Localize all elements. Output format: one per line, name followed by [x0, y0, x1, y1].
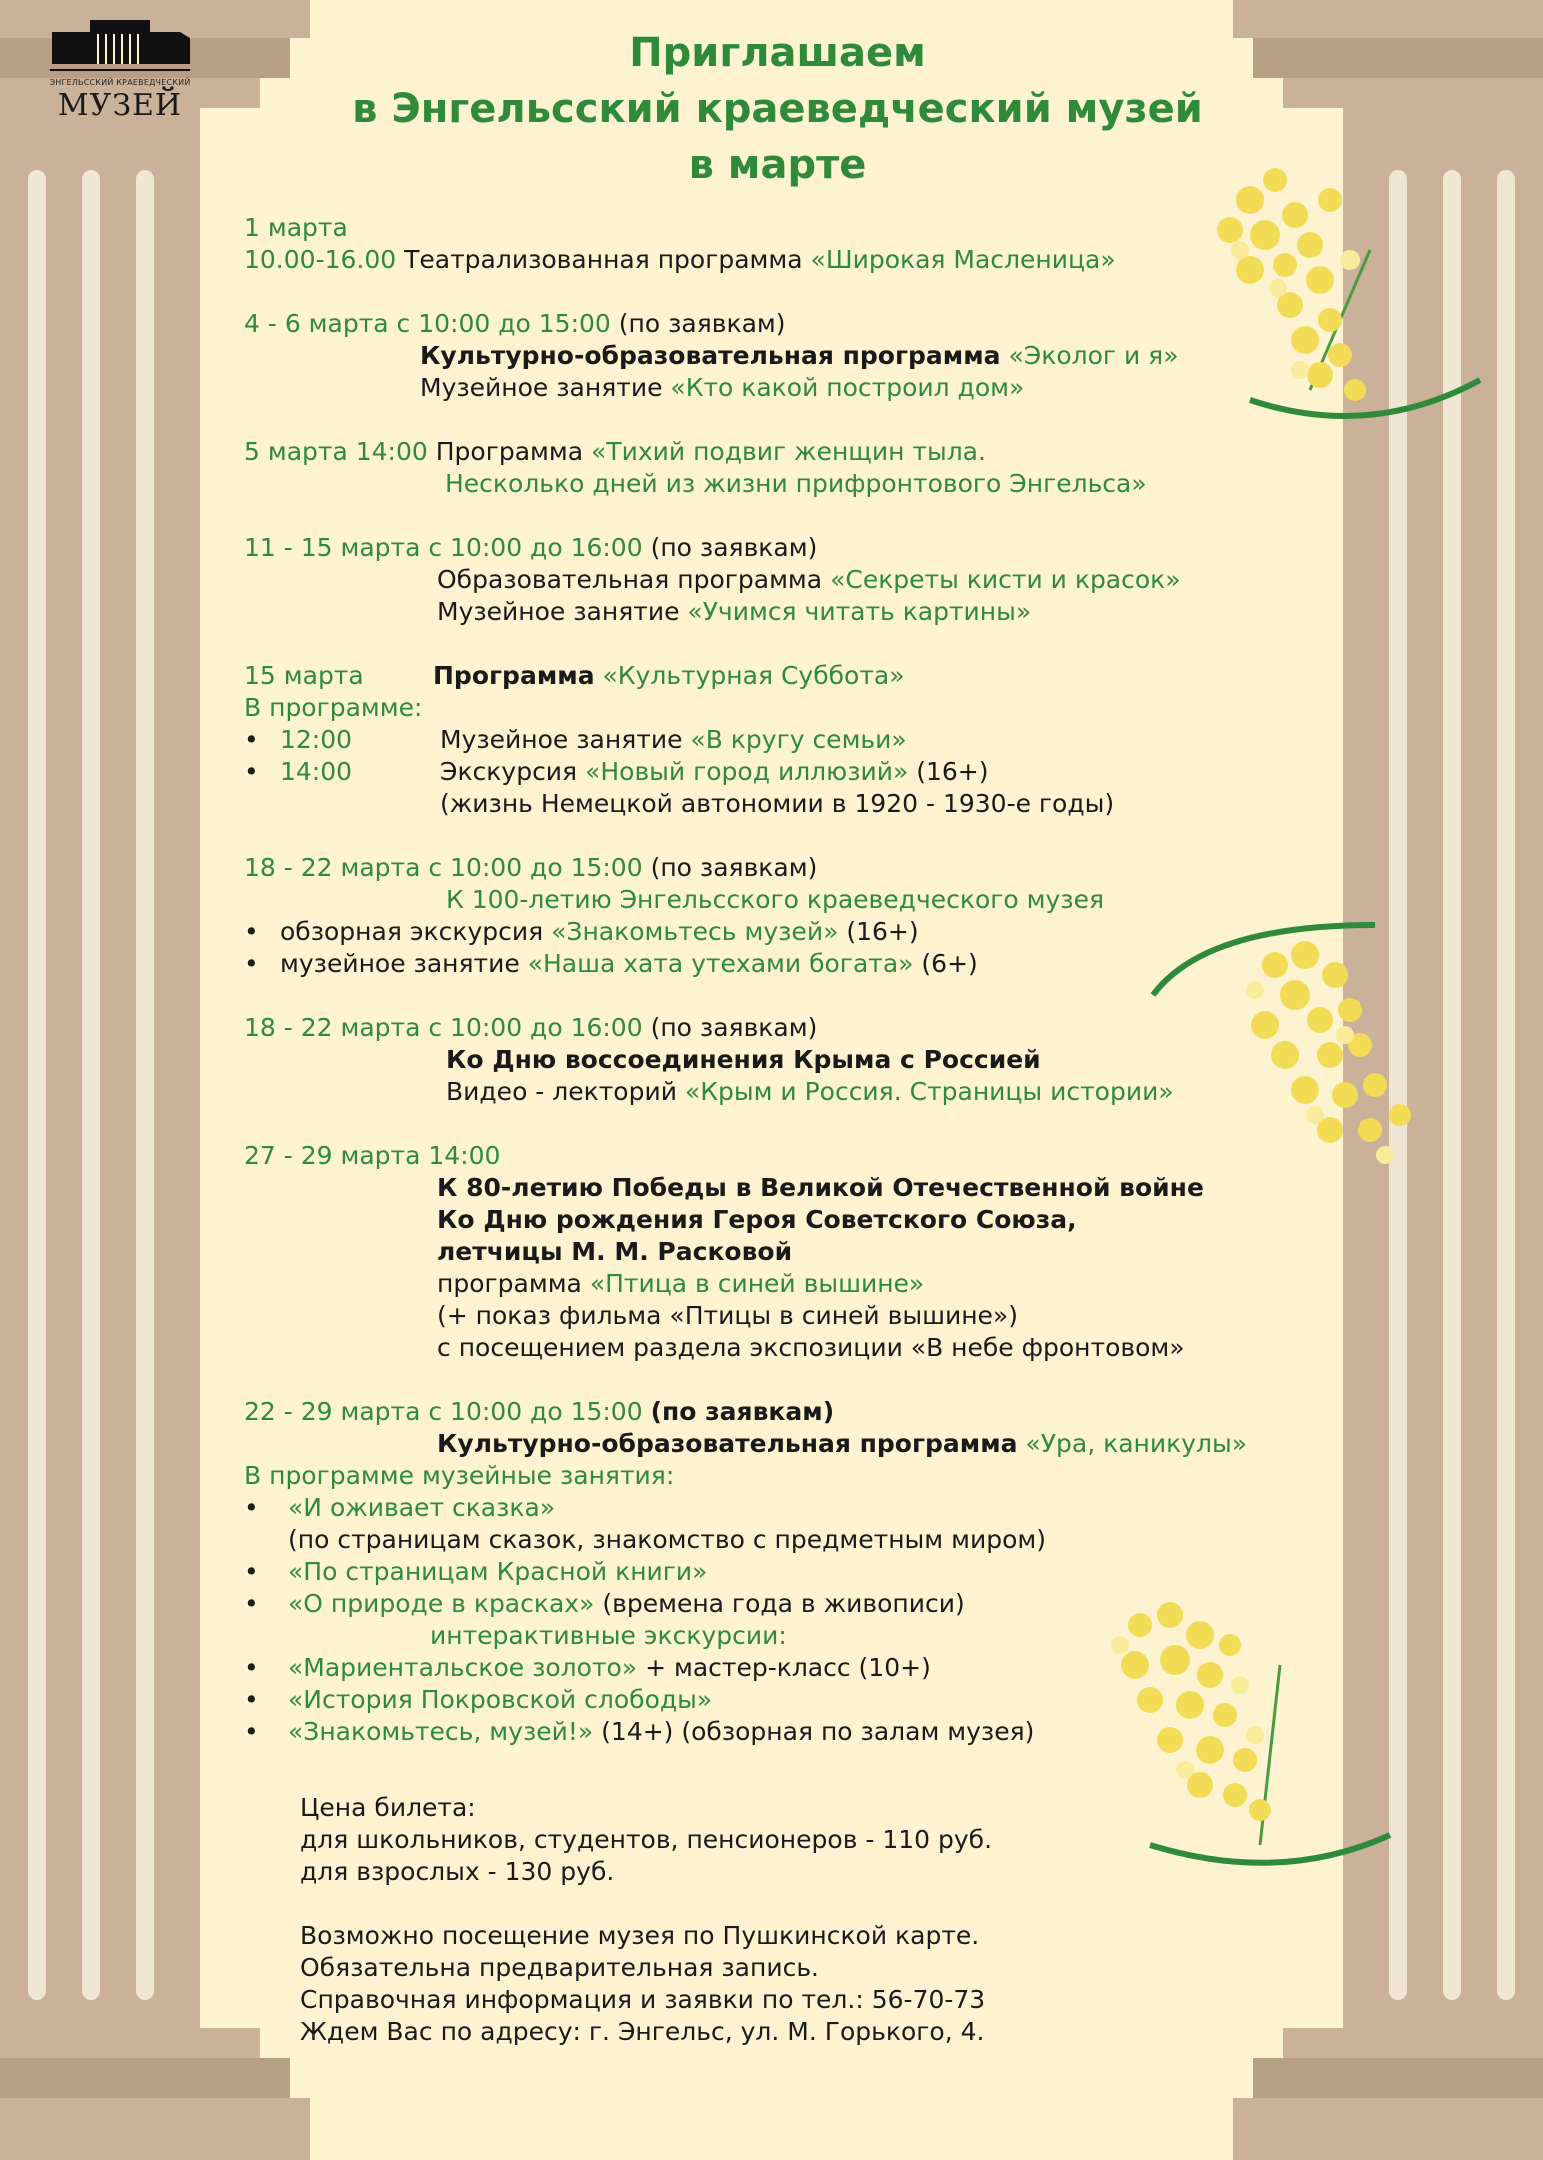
- bullet: •: [244, 1493, 259, 1522]
- event-kind: Программа: [435, 437, 584, 466]
- item-note: (времена года в живописи): [602, 1589, 965, 1618]
- event-9-tour-3: [244, 1716, 1294, 1748]
- title-line-3: в марте: [688, 142, 867, 188]
- item-note: (14+) (обзорная по залам музея): [601, 1717, 1035, 1746]
- bullet: •: [244, 949, 259, 978]
- logo-wordmark: МУЗЕЙ: [57, 88, 183, 123]
- event-5-item-2-note: [244, 788, 1294, 820]
- price-adults: для взрослых - 130 руб.: [300, 1857, 615, 1886]
- event-8-line-2: [244, 1332, 1294, 1364]
- event-name: «Культурная Суббота»: [602, 661, 905, 690]
- bullet: •: [244, 757, 259, 786]
- bullet: •: [244, 725, 259, 754]
- event-note: (по заявкам): [618, 309, 786, 338]
- event-kind: программа: [437, 1269, 582, 1298]
- bullet: •: [244, 1557, 259, 1586]
- phone-line: [300, 1984, 1294, 2016]
- pushkin-card: Пушкинской карте.: [722, 1921, 980, 1950]
- event-kind: Музейное занятие: [420, 373, 663, 402]
- event-8-heading-3: [244, 1236, 1294, 1268]
- info-text: Возможно посещение музея по: [300, 1921, 715, 1950]
- event-note: (по заявкам): [650, 533, 818, 562]
- address-line: Ждем Вас по адресу: г. Энгельс, ул. М. Горького, 4.: [300, 2017, 985, 2046]
- logo-caption: ЭНГЕЛЬССКИЙ КРАЕВЕДЧЕСКИЙ: [49, 78, 191, 87]
- event-time: 10.00-16.00: [244, 245, 397, 274]
- item-note: + мастер-класс (10+): [645, 1653, 931, 1682]
- bullet: •: [244, 1685, 259, 1714]
- event-9-program-label: [244, 1460, 1294, 1492]
- event-4-program-1: [244, 564, 1294, 596]
- interactive-label: интерактивные экскурсии:: [430, 1621, 787, 1650]
- item-time: 14:00: [280, 757, 353, 786]
- info-text: Справочная информация и заявки по тел.:: [300, 1985, 864, 2014]
- item-name: «История Покровской слободы»: [288, 1685, 713, 1714]
- event-3-date: [244, 436, 1294, 468]
- item-age: (16+): [846, 917, 919, 946]
- event-9-tour-2: [244, 1684, 1294, 1716]
- item-name: «Знакомьтесь музей»: [551, 917, 839, 946]
- event-8-heading-2: [244, 1204, 1294, 1236]
- event-heading: Ко Дню рождения Героя Советского Союза,: [437, 1205, 1077, 1234]
- event-8-program: [244, 1268, 1294, 1300]
- item-kind: Экскурсия: [440, 757, 578, 786]
- event-name: «Тихий подвиг женщин тыла.: [591, 437, 986, 466]
- price-students: для школьников, студентов, пенсионеров - 110 руб.: [300, 1825, 993, 1854]
- event-2-program-1: [244, 340, 1294, 372]
- event-kind: Театрализованная программа: [404, 245, 803, 274]
- event-name: «Крым и Россия. Страницы истории»: [684, 1077, 1174, 1106]
- page-title: [300, 25, 1255, 193]
- event-6-item-1: [244, 916, 1294, 948]
- event-9-tour-1: [244, 1652, 1294, 1684]
- events-list: [244, 212, 1294, 2048]
- event-9-interactive-label: [244, 1620, 1294, 1652]
- event-5-item-1: [244, 724, 1294, 756]
- event-1-date: [244, 212, 1294, 244]
- event-7-heading: [244, 1044, 1294, 1076]
- event-7-date: [244, 1012, 1294, 1044]
- event-4-date: [244, 532, 1294, 564]
- item-age: (16+): [916, 757, 989, 786]
- event-kind: Видео - лекторий: [446, 1077, 677, 1106]
- event-kind: Образовательная программа: [437, 565, 823, 594]
- event-note: (по заявкам): [650, 1397, 835, 1426]
- event-6-item-2: [244, 948, 1294, 980]
- item-note: (жизнь Немецкой автономии в 1920 - 1930-е годы): [440, 789, 1115, 818]
- event-name: «Птица в синей вышине»: [589, 1269, 925, 1298]
- event-9-item-1: [244, 1492, 1294, 1524]
- item-name: «Наша хата утехами богата»: [527, 949, 914, 978]
- event-kind: Культурно-образовательная программа: [420, 341, 1001, 370]
- event-date: 18 - 22 марта с 10:00 до 16:00: [244, 1013, 643, 1042]
- event-9-program: [244, 1428, 1294, 1460]
- event-7-program: [244, 1076, 1294, 1108]
- bullet: •: [244, 1717, 259, 1746]
- event-name: «Эколог и я»: [1008, 341, 1179, 370]
- item-time: 12:00: [280, 725, 353, 754]
- event-8-heading-1: [244, 1172, 1294, 1204]
- event-detail: (+ показ фильма «Птицы в синей вышине»): [437, 1301, 1018, 1330]
- event-9-item-3: [244, 1588, 1294, 1620]
- event-name: «Секреты кисти и красок»: [830, 565, 1181, 594]
- event-kind: Культурно-образовательная программа: [437, 1429, 1018, 1458]
- bullet: •: [244, 1653, 259, 1682]
- item-name: «Новый город иллюзий»: [585, 757, 909, 786]
- item-name: «Мариентальское золото»: [288, 1653, 638, 1682]
- event-9-date: [244, 1396, 1294, 1428]
- bullet: •: [244, 1589, 259, 1618]
- event-name: «Широкая Масленица»: [810, 245, 1116, 274]
- event-1-line: [244, 244, 1294, 276]
- event-heading: К 80-летию Победы в Великой Отечественной войне: [437, 1173, 1204, 1202]
- event-9-item-1-note: [244, 1524, 1294, 1556]
- prices-block: [244, 1792, 1294, 2048]
- event-6-heading: [244, 884, 1294, 916]
- event-name: Несколько дней из жизни прифронтового Энгельса»: [445, 469, 1147, 498]
- item-name: «И оживает сказка»: [288, 1493, 556, 1522]
- event-5-program-label: [244, 692, 1294, 724]
- event-4-program-2: [244, 596, 1294, 628]
- event-8-line-1: [244, 1300, 1294, 1332]
- event-heading: летчицы М. М. Расковой: [437, 1237, 793, 1266]
- event-date: 5 марта 14:00: [244, 437, 428, 466]
- event-date: 11 - 15 марта с 10:00 до 16:00: [244, 533, 643, 562]
- item-age: (6+): [921, 949, 978, 978]
- event-date: 22 - 29 марта с 10:00 до 15:00: [244, 1397, 643, 1426]
- event-name: «Учимся читать картины»: [687, 597, 1032, 626]
- event-note: (по заявкам): [650, 853, 818, 882]
- prices-label: Цена билета:: [300, 1793, 476, 1822]
- item-kind: обзорная экскурсия: [280, 917, 544, 946]
- event-name: «Кто какой построил дом»: [670, 373, 1025, 402]
- item-name: «По страницам Красной книги»: [288, 1557, 708, 1586]
- event-name: «Ура, каникулы»: [1025, 1429, 1248, 1458]
- booking-required: Обязательна предварительная запись.: [300, 1953, 820, 1982]
- event-3-name-cont: [244, 468, 1294, 500]
- event-5-item-2: [244, 756, 1294, 788]
- event-date: 4 - 6 марта с 10:00 до 15:00: [244, 309, 611, 338]
- event-heading: Ко Дню воссоединения Крыма с Россией: [446, 1045, 1041, 1074]
- event-note: (по заявкам): [650, 1013, 818, 1042]
- event-date: 18 - 22 марта с 10:00 до 15:00: [244, 853, 643, 882]
- title-line-2: в Энгельсский краеведческий музей: [352, 86, 1203, 132]
- item-kind: Музейное занятие: [440, 725, 683, 754]
- bullet: •: [244, 917, 259, 946]
- phone-number[interactable]: 56-70-73: [871, 1985, 986, 2014]
- title-line-1: Приглашаем: [629, 30, 926, 76]
- event-date: 15 марта: [244, 661, 364, 690]
- event-2-program-2: [244, 372, 1294, 404]
- item-name: «В кругу семьи»: [690, 725, 907, 754]
- event-5-date: [244, 660, 1294, 692]
- event-9-item-2: [244, 1556, 1294, 1588]
- pushkin-card-line: [300, 1920, 1294, 1952]
- event-kind: Программа: [433, 661, 595, 690]
- event-kind: Музейное занятие: [437, 597, 680, 626]
- event-2-date: [244, 308, 1294, 340]
- event-date: 1 марта: [244, 213, 348, 242]
- event-detail: с посещением раздела экспозиции «В небе фронтовом»: [437, 1333, 1185, 1362]
- event-8-date: [244, 1140, 1294, 1172]
- event-6-date: [244, 852, 1294, 884]
- event-heading: К 100-летию Энгельсского краеведческого музея: [446, 885, 1104, 914]
- program-label: В программе музейные занятия:: [244, 1461, 675, 1490]
- item-note: (по страницам сказок, знакомство с предметным миром): [288, 1525, 1046, 1554]
- event-date: 27 - 29 марта 14:00: [244, 1141, 501, 1170]
- program-label: В программе:: [244, 693, 423, 722]
- item-kind: музейное занятие: [280, 949, 520, 978]
- item-name: «Знакомьтесь, музей!»: [288, 1717, 594, 1746]
- item-name: «О природе в красках»: [288, 1589, 595, 1618]
